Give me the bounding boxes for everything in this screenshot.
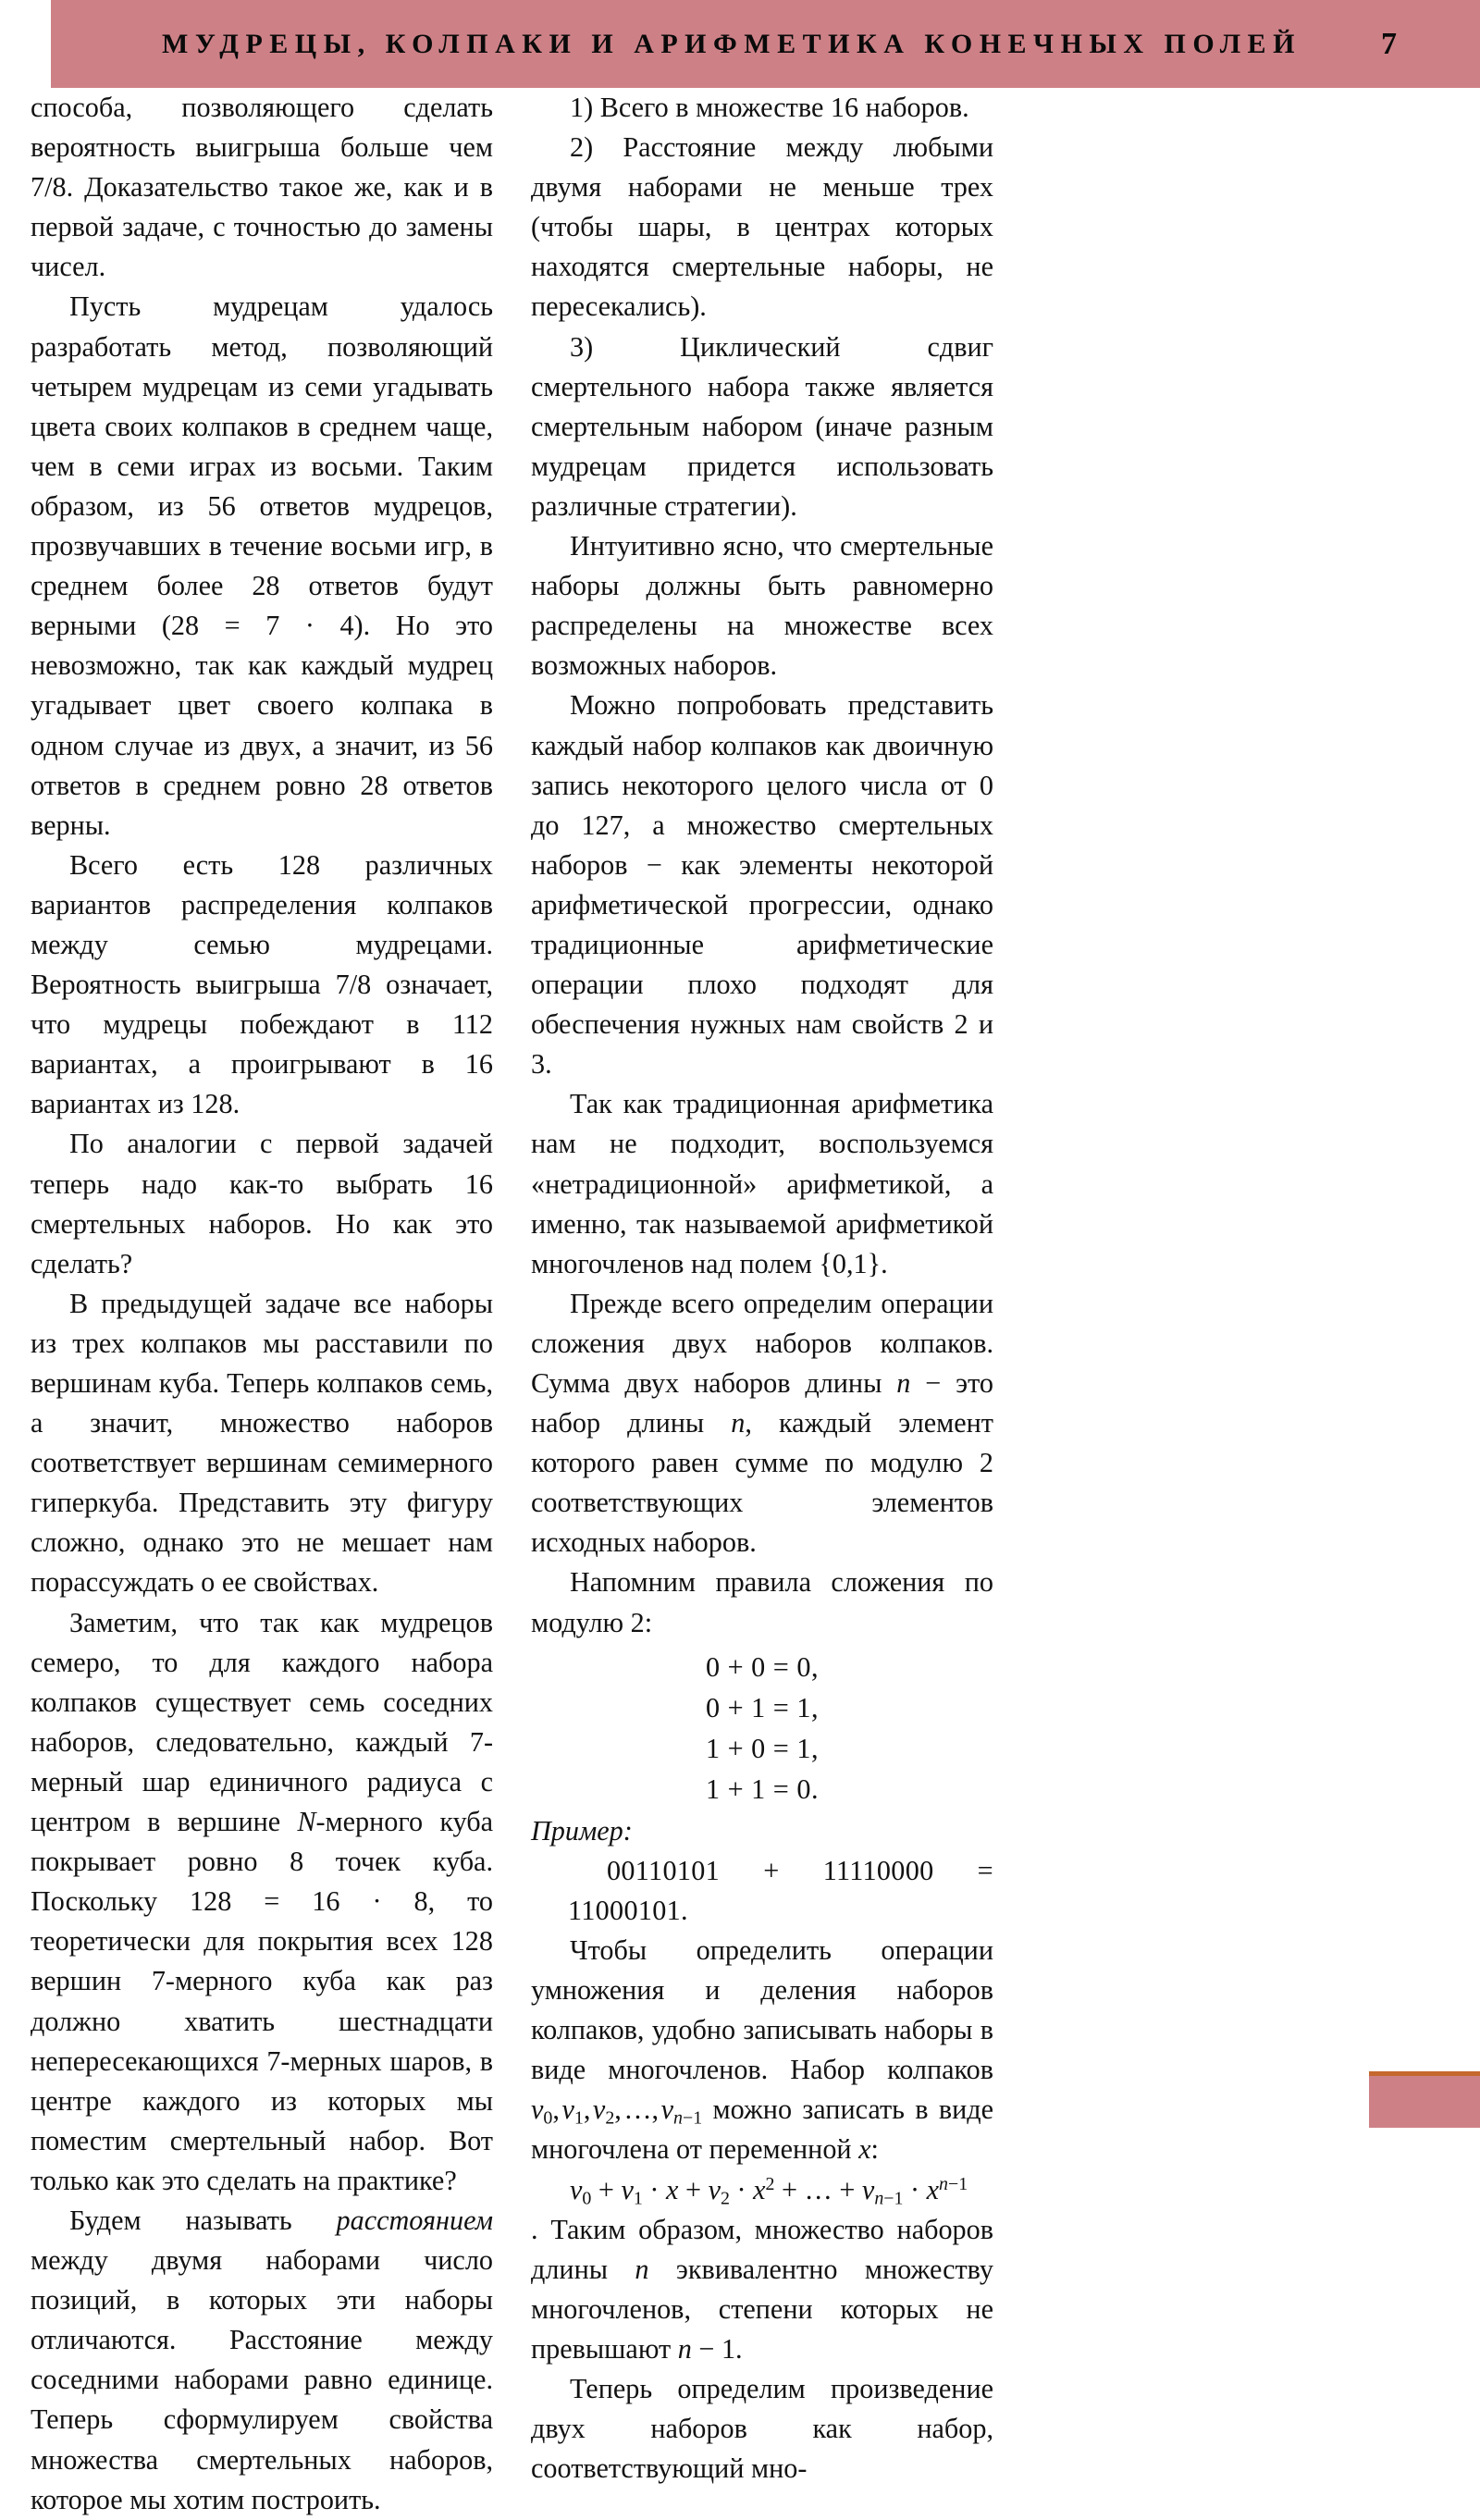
paragraph-polynomial-notation (531, 1931, 993, 2170)
list-item-text: Расстояние между любыми двумя наборами не меньше трех (чтобы шары, в центрах которых находятся смертельные наборы, не пересекались). (531, 131, 994, 323)
math-variable-n: n (635, 2253, 649, 2285)
math-variable-n: n (731, 1407, 746, 1439)
segment-text: . (881, 1247, 888, 1279)
bottom-corner-decoration (1369, 2071, 1480, 2128)
segment-text: Так как традиционная арифметика нам не подходит, воспользуемся «нетрадиционной» арифметикой, а именно, так называемой арифметикой многочленов над полем (531, 1088, 993, 1279)
segment-text: эквивалентно множеству многочленов, степени которых не превышают (531, 2253, 993, 2365)
paragraph-addition-definition (531, 1284, 993, 1563)
left-text-column (31, 88, 493, 2520)
property-list-item-2 (531, 128, 993, 327)
paragraph-binary-representation: Можно попробовать представить каждый набор колпаков как двоичную запись некоторого целого числа от 0 до 127, а множество смертельных наборов − как элементы некоторой арифметической прогрессии, однако традиционные арифметические операции плохо подходят для обеспечения нужных нам свойств 2 и 3. (531, 689, 993, 1081)
paragraph-uniform-distribution: Интуитивно ясно, что смертельные наборы должны быть равномерно распределены на множестве всех возможных наборов. (531, 530, 993, 682)
list-item-number: 1) (570, 92, 594, 123)
property-list-item-1 (531, 88, 993, 128)
equation-0-plus-0: 0 + 0 = 0, (705, 1650, 820, 1683)
segment-text: Чтобы определить операции умножения и деления наборов колпаков, удобно записывать наборы в виде многочленов. Набор колпаков (531, 1933, 993, 2086)
equation-block-mod2 (531, 1647, 993, 1810)
paragraph-equivalence (531, 2210, 993, 2369)
equation-0-plus-1: 0 + 1 = 1, (705, 1691, 820, 1723)
paragraph-128-variants: Всего есть 128 различных вариантов распределения колпаков между семью мудрецами. Вероятность выигрыша 7/8 означает, что мудрецы побеждают в 112 вариантах, а проигрывают в 16 вариантах из 128. (31, 848, 493, 1120)
segment-text: , каждый элемент которого равен сумме по модулю 2 соответствующих элементов исходных наборов. (531, 1407, 993, 1559)
list-item-number: 3) (570, 330, 594, 363)
paragraph-choose-16: По аналогии с первой задачей теперь надо как-то выбрать 16 смертельных наборов. Но как это сделать? (31, 1128, 493, 1279)
math-variable-x: x (858, 2133, 871, 2166)
paragraph-hypercube: В предыдущей задаче все наборы из трех колпаков мы расставили по вершинам куба. Теперь колпаков семь, а значит, множество наборов соответствует вершинам семимерного гиперкуба. Представить эту фигуру сложно, однако это не мешает нам порассуждать о ее свойствах. (31, 1287, 493, 1599)
math-variable-n: n (896, 1367, 911, 1399)
equation-1-plus-0: 1 + 0 = 1, (705, 1732, 820, 1764)
italic-term-rasstoyaniem: расстоянием (336, 2204, 493, 2236)
running-head-title: МУДРЕЦЫ, КОЛПАКИ И АРИФМЕТИКА КОНЕЧНЫХ ПОЛЕЙ (162, 28, 1301, 59)
page-header-bar (51, 0, 1480, 88)
segment-text: , то теоретически для покрытия всех 128 вершин 7-мерного куба как раз должно хватить шестнадцати непересекающихся 7-мерных шаров, в центре каждого из которых мы поместим смертельный набор. Вот только как это сделать на практике? (31, 1885, 494, 2196)
segment-text: − это набор длины (531, 1367, 993, 1439)
segment-text: -мерного куба покрывает ровно 8 точек куба. Поскольку (31, 1806, 494, 1918)
property-list-item-3 (531, 327, 993, 526)
paragraph-text-before-math: Пусть мудрецам удалось разработать метод, позволяющий четырем мудрецам из семи угадывать цвета своих колпаков в среднем чаще, чем в семи играх из восьми. Таким образом, из 56 ответов мудрецов, прозвучавших в течение восьми игр, в среднем более 28 ответов будут верными ( (31, 290, 493, 642)
segment-text: Будем называть (69, 2204, 337, 2236)
math-variable-N: N (297, 1806, 316, 1838)
page-body (0, 88, 1480, 2515)
right-text-column (531, 88, 993, 2489)
paragraph-text-after-math: ). Но это невозможно, так как каждый мудрец угадывает цвет своего колпака в одном случае из двух, а значит, из 56 ответов в среднем ровно 28 ответов верны. (31, 610, 493, 841)
math-vector-coefficients: $v_0$, $v_1$, $v_2$, …, $v_{n-1}$ (531, 2094, 703, 2129)
segment-text: можно записать в виде многочлена от переменной (531, 2094, 993, 2166)
inline-equation-128-equals-16-times-8: 128 = 16 · 8 (190, 1885, 428, 1918)
paragraph-product-definition: Теперь определим произведение двух наборов как набор, соответствующий мно- (531, 2372, 993, 2485)
paragraph-distance-definition (31, 2201, 493, 2520)
list-item-text: Циклический сдвиг смертельного набора также является смертельным набором (иначе разным мудрецам придется использовать различные стратегии). (531, 330, 993, 522)
segment-text: . (735, 2332, 743, 2365)
segment-text: между двумя наборами число позиций, в которых эти наборы отличаются. Расстояние между соседними наборами равно единице. Теперь сформулируем свойства множества смертельных наборов, которое мы хотим построить. (31, 2244, 493, 2515)
paragraph-nontraditional-arithmetic (531, 1084, 993, 1283)
page-number: 7 (1381, 26, 1397, 61)
paragraph-ball-covering (31, 1603, 493, 2201)
list-item-number: 2) (570, 131, 594, 164)
math-polynomial-expansion: $v_0 + v_1 \cdot x + v_2 \cdot x^2$ + … + $v_{n-1} \cdot x^{n-1}$ (570, 2173, 968, 2209)
paragraph-continuation: способа, позволяющего сделать вероятность выигрыша больше чем 7/8. Доказательство такое же, как и в первой задаче, с точностью до замены чисел. (31, 92, 493, 283)
example-label: Пример: (531, 1814, 633, 1847)
list-item-text: Всего в множестве 16 наборов. (599, 92, 969, 123)
example-binary-equation: 00110101 + 11110000 = 11000101. (568, 1854, 993, 1926)
paragraph-strategy (31, 287, 493, 845)
segment-text: : (870, 2133, 879, 2166)
paragraph-mod2-rules: Напомним правила сложения по модулю 2: (531, 1566, 993, 1638)
inline-equation-28-equals-7-times-4: 28 = 7 · 4 (170, 610, 354, 642)
equation-1-plus-1: 1 + 1 = 0. (705, 1773, 820, 1805)
inline-set-zero-one: {0,1} (819, 1247, 882, 1279)
math-expression-n-minus-1: n − 1 (677, 2332, 736, 2365)
segment-text: Прежде всего определим операции сложения двух наборов колпаков. Сумма двух наборов длины (531, 1287, 993, 1399)
segment-text: . Таким образом, множество наборов длины (531, 2213, 993, 2285)
segment-text: Заметим, что так как мудрецов семеро, то для каждого набора колпаков существует семь соседних наборов, следовательно, каждый 7-мерный шар единичного радиуса с центром в вершине (31, 1606, 493, 1838)
